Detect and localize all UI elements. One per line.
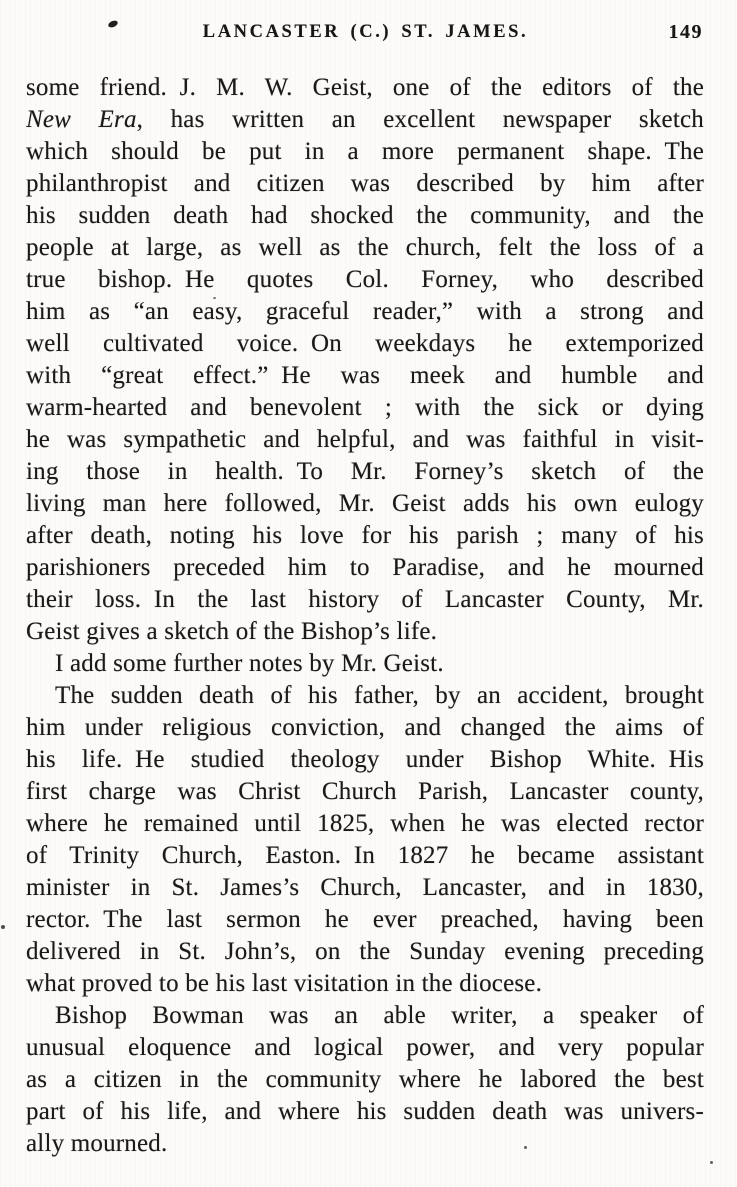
- text-segment: true bishop. He quotes Col. Forney, who described: [26, 266, 704, 293]
- text-line: [26, 328, 704, 360]
- text-segment: him under religious conviction, and changed the aims of: [26, 714, 704, 741]
- text-line: [26, 104, 704, 136]
- ink-speck: [1, 925, 5, 929]
- text-segment: I add some further notes by Mr. Geist.: [55, 650, 444, 677]
- text-segment: what proved to be his last visitation in the diocese.: [26, 970, 543, 997]
- text-segment: him as “an easy, graceful reader,” with a strong and: [26, 298, 704, 325]
- paragraph: [26, 1000, 704, 1160]
- text-line: [26, 200, 704, 232]
- text-segment: his sudden death had shocked the community, and the: [26, 202, 704, 229]
- text-segment: minister in St. James’s Church, Lancaster, and in 1830,: [26, 874, 704, 901]
- text-line: [26, 72, 704, 104]
- text-line: [26, 712, 704, 744]
- text-segment: people at large, as well as the church, felt the loss of a: [26, 234, 704, 261]
- text-segment: of Trinity Church, Easton. In 1827 he became assistant: [26, 842, 704, 869]
- text-line: [26, 808, 704, 840]
- text-segment: as a citizen in the community where he labored the best: [26, 1066, 704, 1093]
- text-segment: parishioners preceded him to Paradise, and he mourned: [26, 554, 704, 581]
- text-segment: first charge was Christ Church Parish, Lancaster county,: [26, 778, 704, 805]
- text-segment: rector. The last sermon he ever preached, having been: [26, 906, 704, 933]
- text-line: [26, 968, 704, 1000]
- running-title: LANCASTER (C.) ST. JAMES.: [202, 22, 529, 42]
- text-segment: where he remained until 1825, when he was elected rector: [26, 810, 704, 837]
- text-segment: philanthropist and citizen was described by him after: [26, 170, 704, 197]
- text-segment: their loss. In the last history of Lancaster County, Mr.: [26, 586, 704, 613]
- text-segment: Bishop Bowman was an able writer, a speaker of: [55, 1002, 704, 1029]
- text-line: [26, 584, 704, 616]
- body-text: [26, 72, 704, 1160]
- italic-text: New Era: [26, 106, 137, 133]
- text-line: [26, 232, 704, 264]
- text-segment: well cultivated voice. On weekdays he extemporized: [26, 330, 704, 357]
- text-line: [26, 456, 704, 488]
- text-line: [26, 424, 704, 456]
- text-segment: which should be put in a more permanent shape. The: [26, 138, 704, 165]
- text-segment: , has written an excellent newspaper sketch: [136, 106, 704, 133]
- text-line: [26, 1032, 704, 1064]
- text-line: [26, 840, 704, 872]
- text-line: [26, 296, 704, 328]
- text-line: [26, 680, 704, 712]
- text-line: [26, 360, 704, 392]
- text-line: [26, 392, 704, 424]
- text-segment: Geist gives a sketch of the Bishop’s life.: [26, 618, 438, 645]
- text-line: [26, 744, 704, 776]
- text-line: [26, 1064, 704, 1096]
- text-line: [26, 264, 704, 296]
- text-segment: unusual eloquence and logical power, and very popular: [26, 1034, 704, 1061]
- paragraph: [26, 680, 704, 1000]
- text-segment: warm-hearted and benevolent ; with the sick or dying: [26, 394, 704, 421]
- text-line: [26, 648, 704, 680]
- text-segment: ing those in health. To Mr. Forney’s sketch of the: [26, 458, 704, 485]
- text-segment: after death, noting his love for his parish ; many of his: [26, 522, 704, 549]
- text-line: [26, 904, 704, 936]
- text-segment: The sudden death of his father, by an accident, brought: [55, 682, 704, 709]
- text-line: [26, 936, 704, 968]
- text-segment: living man here followed, Mr. Geist adds his own eulogy: [26, 490, 704, 517]
- text-segment: he was sympathetic and helpful, and was faithful in visit-: [26, 426, 704, 453]
- text-line: [26, 168, 704, 200]
- text-segment: some friend. J. M. W. Geist, one of the editors of the: [26, 74, 704, 101]
- ink-speck: [710, 1161, 713, 1164]
- paragraph: [26, 648, 704, 680]
- text-segment: his life. He studied theology under Bishop White. His: [26, 746, 704, 773]
- text-line: [26, 1096, 704, 1128]
- text-line: [26, 872, 704, 904]
- text-segment: delivered in St. John’s, on the Sunday evening preceding: [26, 938, 704, 965]
- text-segment: ally mourned.: [26, 1130, 168, 1157]
- text-line: [26, 1000, 704, 1032]
- page-number: 149: [668, 21, 703, 43]
- text-line: [26, 488, 704, 520]
- text-line: [26, 552, 704, 584]
- text-line: [26, 776, 704, 808]
- text-line: [26, 1128, 704, 1160]
- text-line: [26, 616, 704, 648]
- running-head: [26, 17, 705, 47]
- text-segment: part of his life, and where his sudden death was univers-: [26, 1098, 704, 1125]
- text-line: [26, 520, 704, 552]
- paragraph: [26, 72, 704, 648]
- text-line: [26, 136, 704, 168]
- text-segment: with “great effect.” He was meek and humble and: [26, 362, 704, 389]
